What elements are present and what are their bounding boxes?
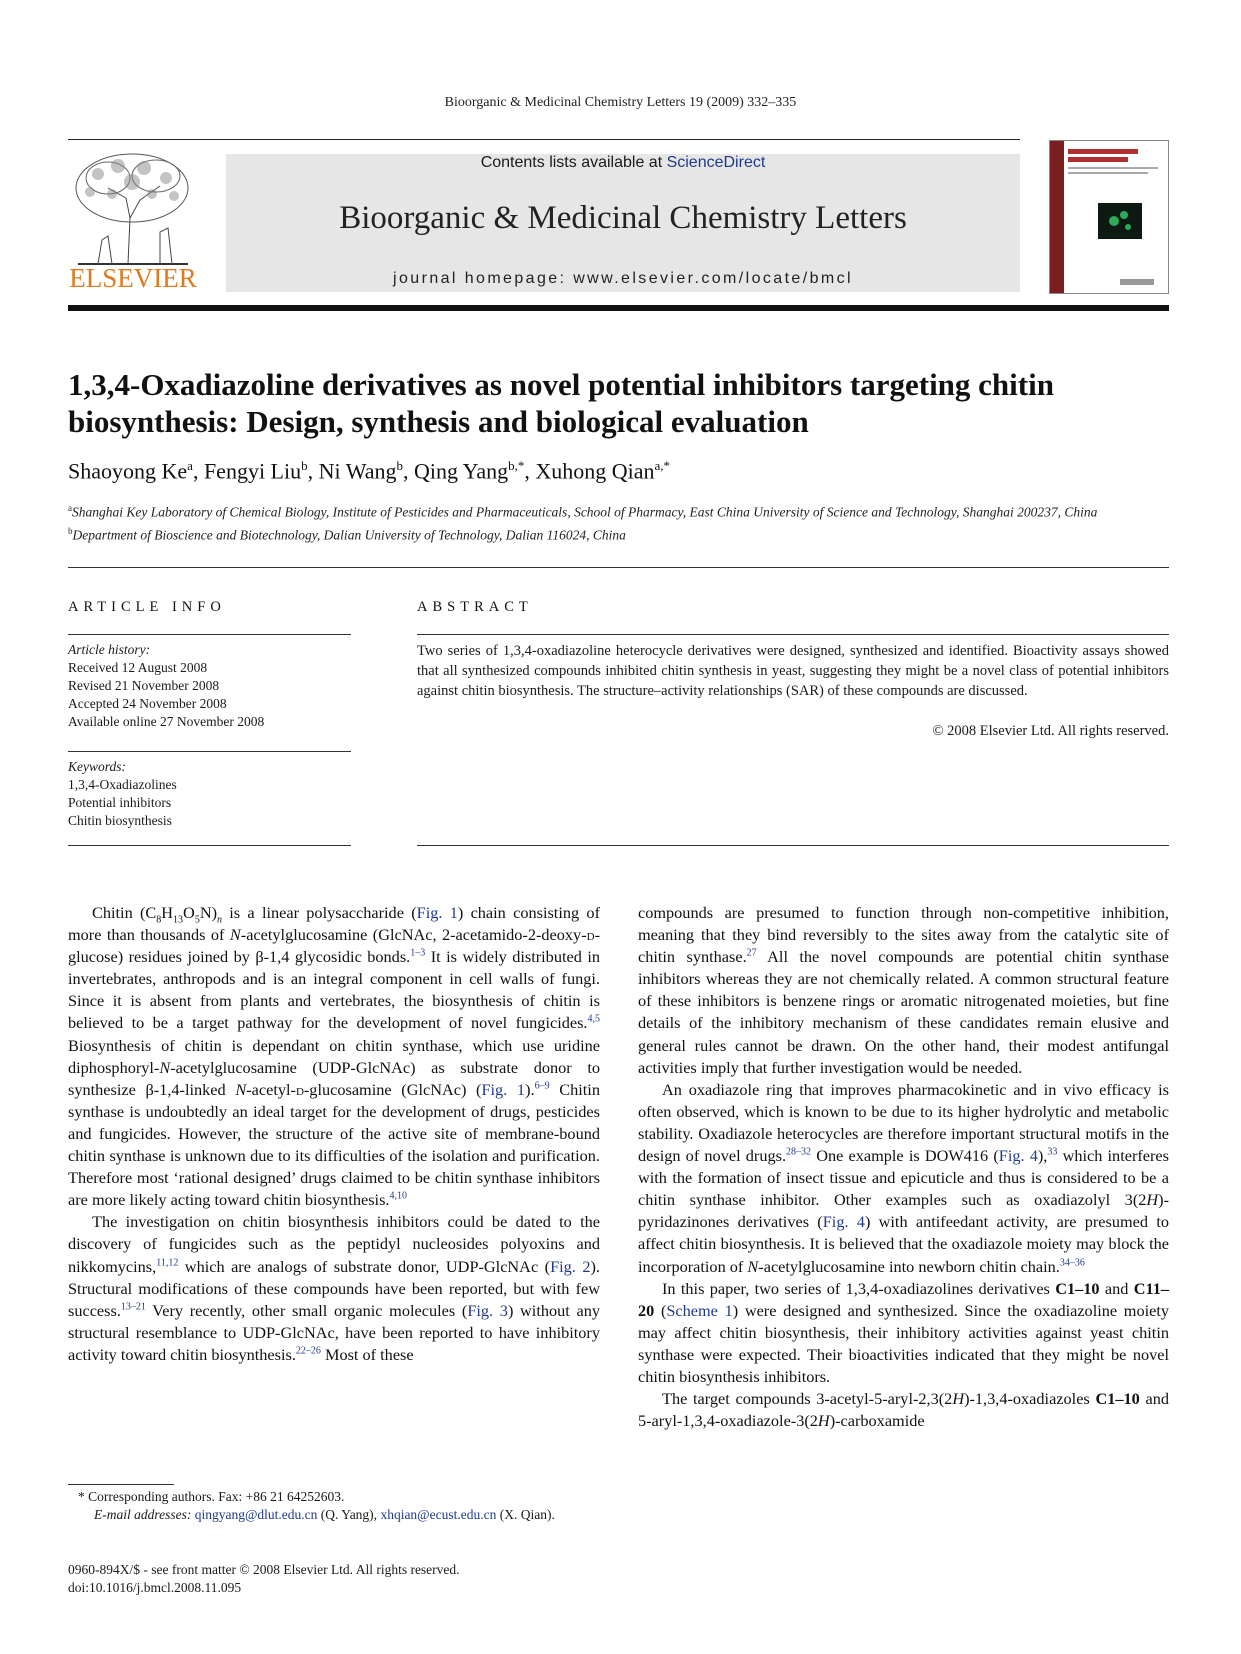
running-head: Bioorganic & Medicinal Chemistry Letters 19 (2009) 332–335 [444, 95, 797, 110]
article-history [68, 641, 351, 731]
figure-link[interactable]: Fig. 2 [550, 1256, 591, 1276]
journal-banner [226, 154, 1020, 292]
doi-link[interactable]: doi:10.1016/j.bmcl.2008.11.095 [68, 1580, 242, 1595]
affiliation-text: Shanghai Key Laboratory of Chemical Biology, Institute of Pesticides and Pharmaceuticals, School of Pharmacy, East China University of Science and Technology, Shanghai 200237, China [72, 504, 1098, 520]
email-owner: (Q. Yang), [320, 1507, 378, 1522]
tree-icon [68, 148, 198, 266]
body-column-right [638, 902, 1169, 1432]
issn-line: 0960-894X/$ - see front matter © 2008 Elsevier Ltd. All rights reserved. [68, 1562, 460, 1577]
journal-title: Bioorganic & Medicinal Chemistry Letters [339, 200, 907, 236]
history-revised: Revised 21 November 2008 [68, 678, 220, 693]
affiliation-a [68, 499, 1168, 522]
scheme-link[interactable]: Scheme 1 [666, 1300, 733, 1320]
body-paragraph: The target compounds 3-acetyl-5-aryl-2,3(2H)-1,3,4-oxadiazoles C1–10 and 5-aryl-1,3,4-oxadiazole-3(2H)-carboxamide [638, 1389, 1170, 1431]
figure-link[interactable]: Fig. 4 [998, 1146, 1038, 1166]
affiliation-b [68, 522, 1168, 545]
cover-image-icon [1050, 141, 1168, 293]
keywords-label: Keywords: [68, 759, 126, 774]
journal-cover-thumbnail[interactable] [1049, 140, 1169, 294]
title-rule [68, 567, 1169, 568]
abstract-rule [417, 845, 1169, 846]
author-name[interactable]: Qing Yang [413, 458, 509, 484]
abstract-heading: ABSTRACT [417, 599, 533, 615]
article-info-rule [68, 751, 351, 752]
author-list: Shaoyong Ke$^a$, Fengyi Liu$^b$, Ni Wang$^b$, Qing Yang$^{b,*}$, Xuhong Qian$^{a,*}$ [68, 458, 671, 484]
history-online: Available online 27 November 2008 [68, 714, 265, 729]
affiliation-marker: b [68, 525, 73, 536]
header-rule-bottom [68, 305, 1169, 311]
abstract-copyright: © 2008 Elsevier Ltd. All rights reserved. [932, 723, 1169, 739]
author-affiliation-marker: a,* [654, 458, 671, 473]
author-name[interactable]: Fengyi Liu [203, 458, 302, 484]
publisher-wordmark: ELSEVIER [69, 263, 197, 293]
author-name[interactable]: Shaoyong Ke [68, 458, 188, 484]
article-info-rule [68, 845, 351, 846]
article-info-heading: ARTICLE INFO [68, 599, 226, 615]
article-title: 1,3,4-Oxadiazoline derivatives as novel potential inhibitors targeting chitin biosynthesis: Design, synthesis and biological evaluation [68, 367, 1054, 439]
corresponding-note: * Corresponding authors. Fax: +86 21 64252603. [78, 1489, 345, 1504]
history-received: Received 12 August 2008 [68, 660, 208, 675]
abstract-rule [417, 634, 1169, 635]
figure-link[interactable]: Fig. 1 [481, 1079, 526, 1099]
body-paragraph: Chitin $(C_8H_{13}O_5N)_n$ is a linear polysaccharide (Fig. 1) chain consisting of more than thousands of N-acetylglucosamine (GlcNAc, 2-acetamido-2-deoxy-d-glucose) residues joined by β-1,4 glycosidic bonds.$^{1-3}$ It is widely distributed in invertebrates, anthropods and is an integral component in cell walls of fungi. Since it is absent from plants and vertebrates, the biosynthesis of chitin is believed to be a target pathway for the development of novel fungicides.$^{4,5}$ Biosynthesis of chitin is dependant on chitin synthase, which use uridine diphosphoryl-N-acetylglucosamine (UDP-GlcNAc) as substrate donor to synthesize β-1,4-linked N-acetyl-d-glucosamine (GlcNAc) (Fig. 1).$^{6-9}$ Chitin synthase is undoubtedly an ideal target for the development of drugs, pesticides and fungicides. However, the structure of the active site of membrane-bound chitin synthase is unknown due to its difficulties of the isolation and purification. Therefore most ‘rational designed’ drugs claimed to be chitin synthase inhibitors are more likely acting toward chitin biosynthesis.$^{4,10}$ [68, 903, 600, 1210]
author-affiliation-marker: b [301, 458, 308, 473]
footnote-rule [68, 1484, 174, 1485]
history-label: Article history: [68, 642, 151, 657]
body-paragraph: In this paper, two series of 1,3,4-oxadiazolines derivatives C1–10 and C11–20 (Scheme 1) were designed and synthesized. Since the oxadiazoline moiety may affect chitin biosynthesis, their inhibitory activities against yeast chitin synthase were expected. Their bioactivities indicated that they might be novel chitin biosynthesis inhibitors. [638, 1278, 1169, 1386]
abstract-text: Two series of 1,3,4-oxadiazoline heterocycle derivatives were designed, synthesized and identified. Bioactivity assays showed that all synthesized compounds inhibited chitin synthesis in yeast, suggesting they might be a novel class of potential inhibitors against chitin biosynthesis. The structure–activity relationships (SAR) of these compounds are discussed. [417, 643, 1169, 699]
body-paragraph: compounds are presumed to function through non-competitive inhibition, meaning that they bind reversibly to the sites away from the catalytic site of chitin synthase.$^{27}$ All the novel compounds are potential chitin synthase inhibitors whereas they are not chemically related. A common structural feature of these inhibitors is benzene rings or aromatic nitrogenated moieties, but fine details of the inhibitory mechanism of these candidates remain elusive and general rules cannot be drawn. On the other hand, their modest antifungal activities imply that further investigation would be needed. [638, 903, 1169, 1077]
keywords [68, 758, 351, 830]
figure-link[interactable]: Fig. 1 [416, 903, 458, 922]
footnotes [68, 1488, 600, 1524]
email-label: E-mail addresses: [94, 1507, 192, 1522]
affiliations [68, 499, 1168, 544]
keyword: 1,3,4-Oxadiazolines [68, 777, 177, 792]
article-info-rule [68, 634, 351, 635]
author-affiliation-marker: a [187, 458, 193, 473]
contents-line [226, 154, 1020, 172]
email-note [68, 1506, 600, 1524]
figure-link[interactable]: Fig. 3 [467, 1300, 508, 1320]
figure-link[interactable]: Fig. 4 [822, 1212, 865, 1232]
author-name[interactable]: Xuhong Qian [535, 458, 655, 484]
email-link[interactable]: qingyang@dlut.edu.cn [194, 1507, 318, 1522]
history-accepted: Accepted 24 November 2008 [68, 696, 227, 711]
affiliation-marker: a [68, 503, 72, 513]
body-column-left [68, 902, 600, 1366]
author-name[interactable]: Ni Wang [318, 458, 397, 484]
keyword: Potential inhibitors [68, 795, 172, 810]
header-rule-top [68, 139, 1020, 140]
elsevier-logo[interactable] [68, 148, 198, 294]
email-owner: (X. Qian). [499, 1507, 555, 1522]
email-link[interactable]: xhqian@ecust.edu.cn [380, 1507, 497, 1522]
front-matter-info [68, 1561, 628, 1597]
author-affiliation-marker: b,* [508, 458, 525, 473]
affiliation-text: Department of Bioscience and Biotechnology, Dalian University of Technology, Dalian 116024, China [72, 527, 626, 542]
contents-prefix: Contents lists available at [480, 154, 667, 171]
journal-homepage-link[interactable]: journal homepage: www.elsevier.com/locate/bmcl [393, 270, 853, 287]
author-affiliation-marker: b [396, 458, 403, 473]
keyword: Chitin biosynthesis [68, 813, 172, 828]
body-paragraph: The investigation on chitin biosynthesis inhibitors could be dated to the discovery of fungicides such as the peptidyl nucleosides polyoxins and nikkomycins,$^{11,12}$ which are analogs of substrate donor, UDP-GlcNAc (Fig. 2). Structural modifications of these compounds have been reported, but with few success.$^{13-21}$ Very recently, other small organic molecules (Fig. 3) without any structural resemblance to UDP-GlcNAc, have been reported to have inhibitory activity toward chitin biosynthesis.$^{22-26}$ Most of these [68, 1212, 600, 1364]
sciencedirect-link[interactable]: ScienceDirect [666, 154, 766, 171]
body-paragraph: An oxadiazole ring that improves pharmacokinetic and in vivo efficacy is often observed, which is known to be due to its higher hydrolytic and metabolic stability. Oxadiazole heterocycles are therefore important structural motifs in the design of novel drugs.$^{28-32}$ One example is DOW416 (Fig. 4),$^{33}$ which interferes with the formation of insect tissue and epicuticle and thus is considered to be a chitin synthase inhibitor. Other examples such as oxadiazolyl 3(2H)-pyridazinones derivatives (Fig. 4) with antifeedant activity, are presumed to affect chitin biosynthesis. It is believed that the oxadiazole moiety may block the incorporation of N-acetylglucosamine into newborn chitin chain.$^{34-36}$ [638, 1079, 1169, 1276]
